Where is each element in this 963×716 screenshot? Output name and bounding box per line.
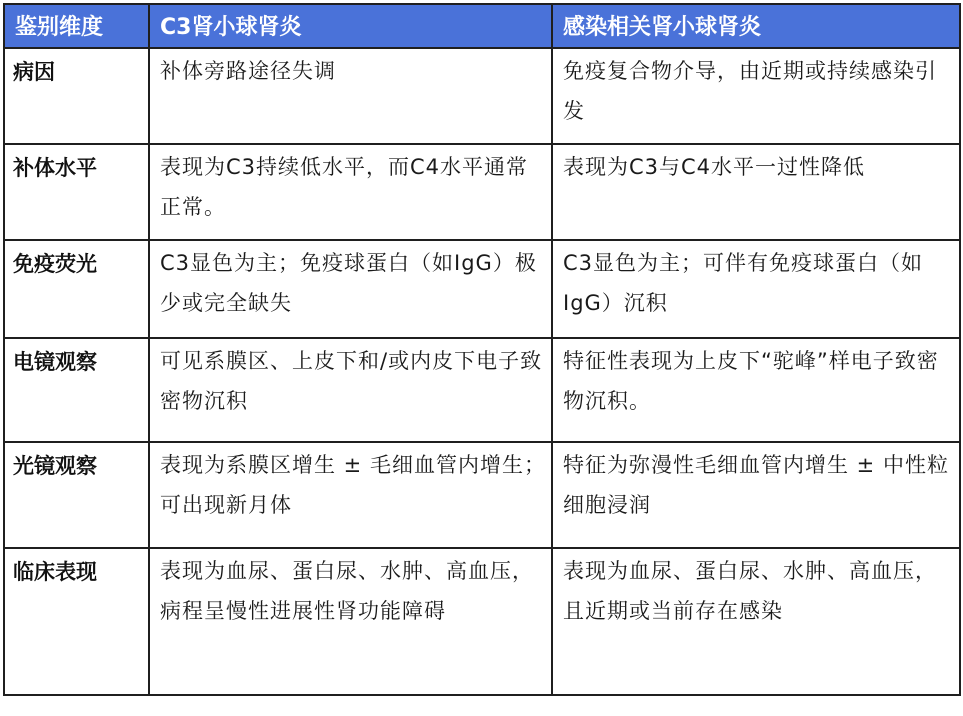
header-iragn: 感染相关肾小球肾炎	[552, 4, 960, 48]
row-label: 病因	[4, 48, 149, 144]
cell-iragn: 免疫复合物介导，由近期或持续感染引发	[552, 48, 960, 144]
table-row-clinical	[4, 548, 960, 695]
header-c3gn: C3肾小球肾炎	[149, 4, 552, 48]
cell-iragn: 表现为血尿、蛋白尿、水肿、高血压，且近期或当前存在感染	[552, 548, 960, 695]
cell-c3gn: 表现为系膜区增生 ± 毛细血管内增生；可出现新月体	[149, 442, 552, 548]
row-label: 补体水平	[4, 144, 149, 240]
row-label: 光镜观察	[4, 442, 149, 548]
row-label: 临床表现	[4, 548, 149, 695]
cell-iragn: C3显色为主；可伴有免疫球蛋白（如IgG）沉积	[552, 240, 960, 338]
cell-iragn: 表现为C3与C4水平一过性降低	[552, 144, 960, 240]
cell-c3gn: 可见系膜区、上皮下和/或内皮下电子致密物沉积	[149, 338, 552, 442]
table-row-etiology	[4, 48, 960, 144]
cell-c3gn: 表现为血尿、蛋白尿、水肿、高血压，病程呈慢性进展性肾功能障碍	[149, 548, 552, 695]
cell-c3gn: C3显色为主；免疫球蛋白（如IgG）极少或完全缺失	[149, 240, 552, 338]
row-label: 免疫荧光	[4, 240, 149, 338]
table-row-immunofluorescence	[4, 240, 960, 338]
cell-c3gn: 表现为C3持续低水平，而C4水平通常正常。	[149, 144, 552, 240]
cell-c3gn: 补体旁路途径失调	[149, 48, 552, 144]
table-row-light-microscopy	[4, 442, 960, 548]
table-row-complement	[4, 144, 960, 240]
table-header-row	[4, 4, 960, 48]
row-label: 电镜观察	[4, 338, 149, 442]
header-dimension: 鉴别维度	[4, 4, 149, 48]
cell-iragn: 特征性表现为上皮下“驼峰”样电子致密物沉积。	[552, 338, 960, 442]
table-row-electron-microscopy	[4, 338, 960, 442]
comparison-table	[3, 3, 961, 696]
cell-iragn: 特征为弥漫性毛细血管内增生 ± 中性粒细胞浸润	[552, 442, 960, 548]
